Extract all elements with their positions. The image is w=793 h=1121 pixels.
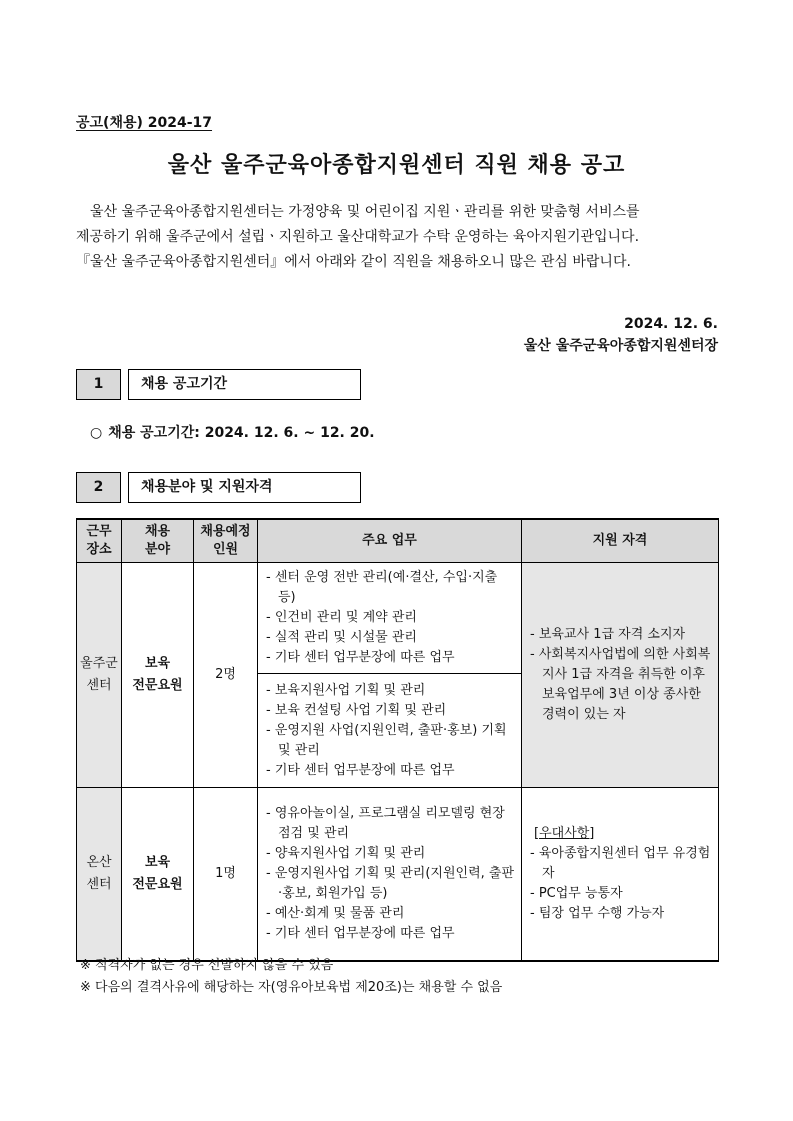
header-qualifications: 지원 자격 xyxy=(522,519,719,563)
section-title: 채용분야 및 지원자격 xyxy=(128,472,361,503)
list-item: - 양육지원사업 기획 및 관리 xyxy=(266,846,426,861)
cell-qualifications xyxy=(522,563,719,788)
list-item: - PC업무 능통자 xyxy=(530,886,623,901)
list-item: - 사회복지사업법에 의한 사회복지사 1급 자격을 취득한 이후 보육업무에 3년 이상 종사한 경력이 있는 자 xyxy=(530,647,711,722)
intro-paragraph xyxy=(76,200,718,275)
header-field: 채용 분야 xyxy=(122,519,194,563)
cell-preferences xyxy=(522,788,719,962)
date-issuer-block xyxy=(524,313,718,357)
recruitment-table xyxy=(76,518,719,962)
notice-number: 공고(채용) 2024-17 xyxy=(76,115,213,131)
list-item: - 예산·회계 및 물품 관리 xyxy=(266,906,405,921)
cell-place: 울주군 센터 xyxy=(77,563,122,788)
cell-place: 온산 센터 xyxy=(77,788,122,962)
cell-field: 보육 전문요원 xyxy=(122,788,194,962)
list-item: - 팀장 업무 수행 가능자 xyxy=(530,906,665,921)
cell-duties xyxy=(258,788,522,962)
list-item: - 기타 센터 업무분장에 따른 업무 xyxy=(266,762,455,778)
list-item: - 실적 관리 및 시설물 관리 xyxy=(266,630,417,645)
list-item: - 운영지원사업 기획 및 관리(지원인력, 출판·홍보, 회원가입 등) xyxy=(266,866,515,901)
intro-line: 울산 울주군육아종합지원센터는 가정양육 및 어린이집 지원ㆍ관리를 위한 맞춤형 서비스를 xyxy=(90,204,640,220)
list-item: - 운영지원 사업(지원인력, 출판·홍보) 기획 및 관리 xyxy=(266,722,507,758)
list-item: - 육아종합지원센터 업무 유경험자 xyxy=(530,846,711,881)
header-count: 채용예정 인원 xyxy=(194,519,258,563)
list-item: - 보육교사 1급 자격 소지자 xyxy=(530,627,686,642)
notice-date: 2024. 12. 6. xyxy=(624,316,718,332)
list-item: - 인건비 관리 및 계약 관리 xyxy=(266,610,417,625)
list-item: - 보육 컨설팅 사업 기획 및 관리 xyxy=(266,702,447,718)
cell-field: 보육 전문요원 xyxy=(122,563,194,788)
notes xyxy=(80,955,502,999)
section-number: 1 xyxy=(76,369,121,400)
table-row xyxy=(77,563,719,674)
note-line: ※ 다음의 결격사유에 해당하는 자(영유아보육법 제20조)는 채용할 수 없음 xyxy=(80,980,503,995)
list-item: - 센터 운영 전반 관리(예·결산, 수입·지출 등) xyxy=(266,570,498,605)
section-title: 채용 공고기간 xyxy=(128,369,361,400)
list-item: - 기타 센터 업무분장에 따른 업무 xyxy=(266,926,455,941)
intro-line: 제공하기 위해 울주군에서 설립ㆍ지원하고 울산대학교가 수탁 운영하는 육아지원기관입니다. xyxy=(76,229,640,245)
issuer-name: 울산 울주군육아종합지원센터장 xyxy=(523,338,718,354)
table-row xyxy=(77,788,719,962)
list-item: - 보육지원사업 기획 및 관리 xyxy=(266,682,426,698)
period-text: 채용 공고기간: 2024. 12. 6. ~ 12. 20. xyxy=(108,425,375,441)
recruitment-period xyxy=(90,422,375,442)
header-place: 근무 장소 xyxy=(77,519,122,563)
intro-line: 『울산 울주군육아종합지원센터』에서 아래와 같이 직원을 채용하오니 많은 관심 바랍니다. xyxy=(76,254,631,270)
note-line: ※ 적격자가 없는 경우 선발하지 않을 수 있음 xyxy=(80,958,334,973)
cell-duties xyxy=(258,674,522,788)
cell-duties xyxy=(258,563,522,674)
list-item: - 영유아놀이실, 프로그램실 리모델링 현장 점검 및 관리 xyxy=(266,806,505,841)
circle-bullet-icon: ○ xyxy=(90,425,103,441)
section-number: 2 xyxy=(76,472,121,503)
cell-count: 2명 xyxy=(194,563,258,788)
page-title: 울산 울주군육아종합지원센터 직원 채용 공고 xyxy=(167,153,626,178)
header-duties: 주요 업무 xyxy=(258,519,522,563)
list-item: - 기타 센터 업무분장에 따른 업무 xyxy=(266,650,455,665)
table-header-row xyxy=(77,519,719,563)
preference-title: [우대사항] xyxy=(534,826,595,841)
cell-count: 1명 xyxy=(194,788,258,962)
